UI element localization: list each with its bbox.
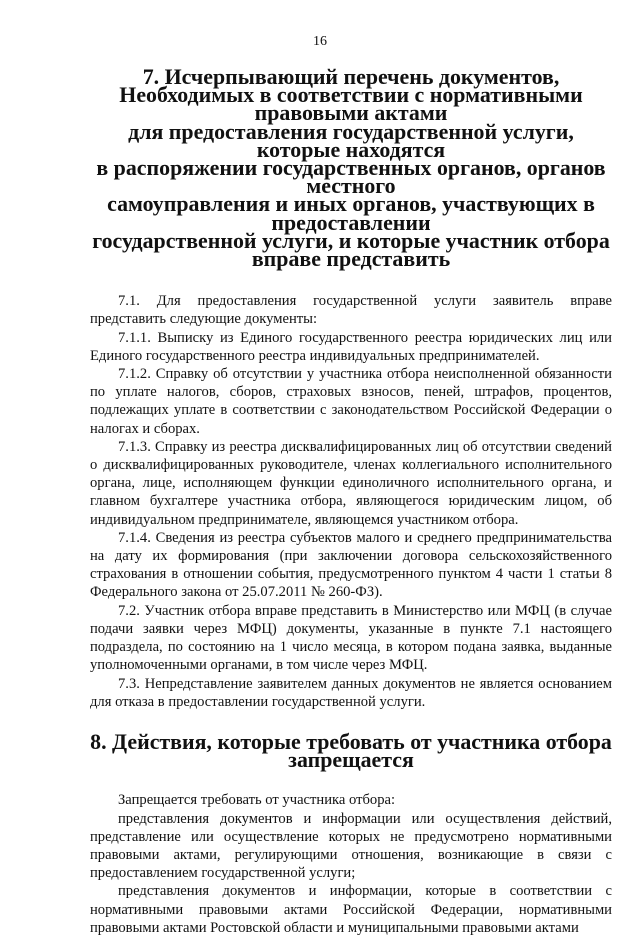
section-8-heading-line: 8. Действия, которые требовать от участника отбора — [90, 728, 612, 754]
section-7-heading-line: для предоставления государственной услуги, которые находятся — [128, 118, 574, 162]
section-7-heading-line: в распоряжении государственных органов, органов местного — [96, 155, 606, 199]
paragraph-7-1-2: 7.1.2. Справку об отсутствии у участника отбора неисполненной обязанности по уплате налогов, сборов, страховых взносов, пеней, штрафов, процентов, подлежащих уплате в соответствии с законодательством Российской Федерации о налогах и сборах. — [90, 366, 612, 437]
section-7-heading-line: вправе представить — [251, 246, 451, 272]
section-7-heading-line: 7. Исчерпывающий перечень документов, — [142, 64, 560, 89]
paragraph-7-1-3: 7.1.3. Справку из реестра дисквалифицированных лиц об отсутствии сведений о дисквалифицированных руководителе, членах коллегиального исполнительного органа, лице, исполняющем функции единоличного исполнительного органа, и главном бухгалтере участника отбора, являющегося юридическим лицом, об индивидуальном предпринимателе, являющемся участником отбора. — [90, 438, 612, 528]
paragraph-7-1-1: 7.1.1. Выписку из Единого государственного реестра юридических лиц или Единого государственного реестра индивидуальных предпринимателей. — [90, 329, 612, 364]
section-7-heading — [90, 64, 612, 272]
paragraph-8-intro: Запрещается требовать от участника отбора: — [118, 792, 396, 809]
paragraph-7-3: 7.3. Непредставление заявителем данных документов не является основанием для отказа в предоставлении государственной услуги. — [90, 675, 612, 710]
paragraph-7-1: 7.1. Для предоставления государственной услуги заявитель вправе представить следующие документы: — [90, 293, 612, 328]
section-7-heading-line: самоуправления и иных органов, участвующих в предоставлении — [107, 191, 595, 235]
paragraph-7-2: 7.2. Участник отбора вправе представить в Министерство или МФЦ (в случае подачи заявки через МФЦ) документы, указанные в пункте 7.1 настоящего подраздела, по состоянию на 1 число месяца, в котором подана заявка, выданные уполномоченными органами, в том числе через МФЦ. — [90, 602, 612, 674]
section-7-heading-line: государственной услуги, и которые участник отбора — [92, 227, 610, 253]
section-7-heading-line: Необходимых в соответствии с нормативными правовыми актами — [119, 82, 583, 126]
section-8-heading-line: запрещается — [288, 747, 414, 773]
paragraph-8-item: представления документов и информации, которые в соответствии с нормативными правовыми актами Российской Федерации, нормативными правовыми актами Ростовской области и муниципальными правовыми актами — [90, 883, 612, 936]
section-8-heading — [90, 728, 612, 773]
paragraph-8-item: представления документов и информации или осуществления действий, представление или осуществление которых не предусмотрено нормативными правовыми актами, регулирующими отношения, возникающие в связи с предоставлением государственной услуги; — [90, 810, 612, 882]
page-number: 16 — [313, 34, 327, 49]
paragraph-7-1-4: 7.1.4. Сведения из реестра субъектов малого и среднего предпринимательства на дату их формирования (при заключении договора сельскохозяйственного страхования в отношении события, предусмотренного пунктом 4 части 1 статьи 8 Федерального закона от 25.07.2011 № 260-ФЗ). — [90, 529, 612, 601]
page-content — [90, 64, 612, 937]
